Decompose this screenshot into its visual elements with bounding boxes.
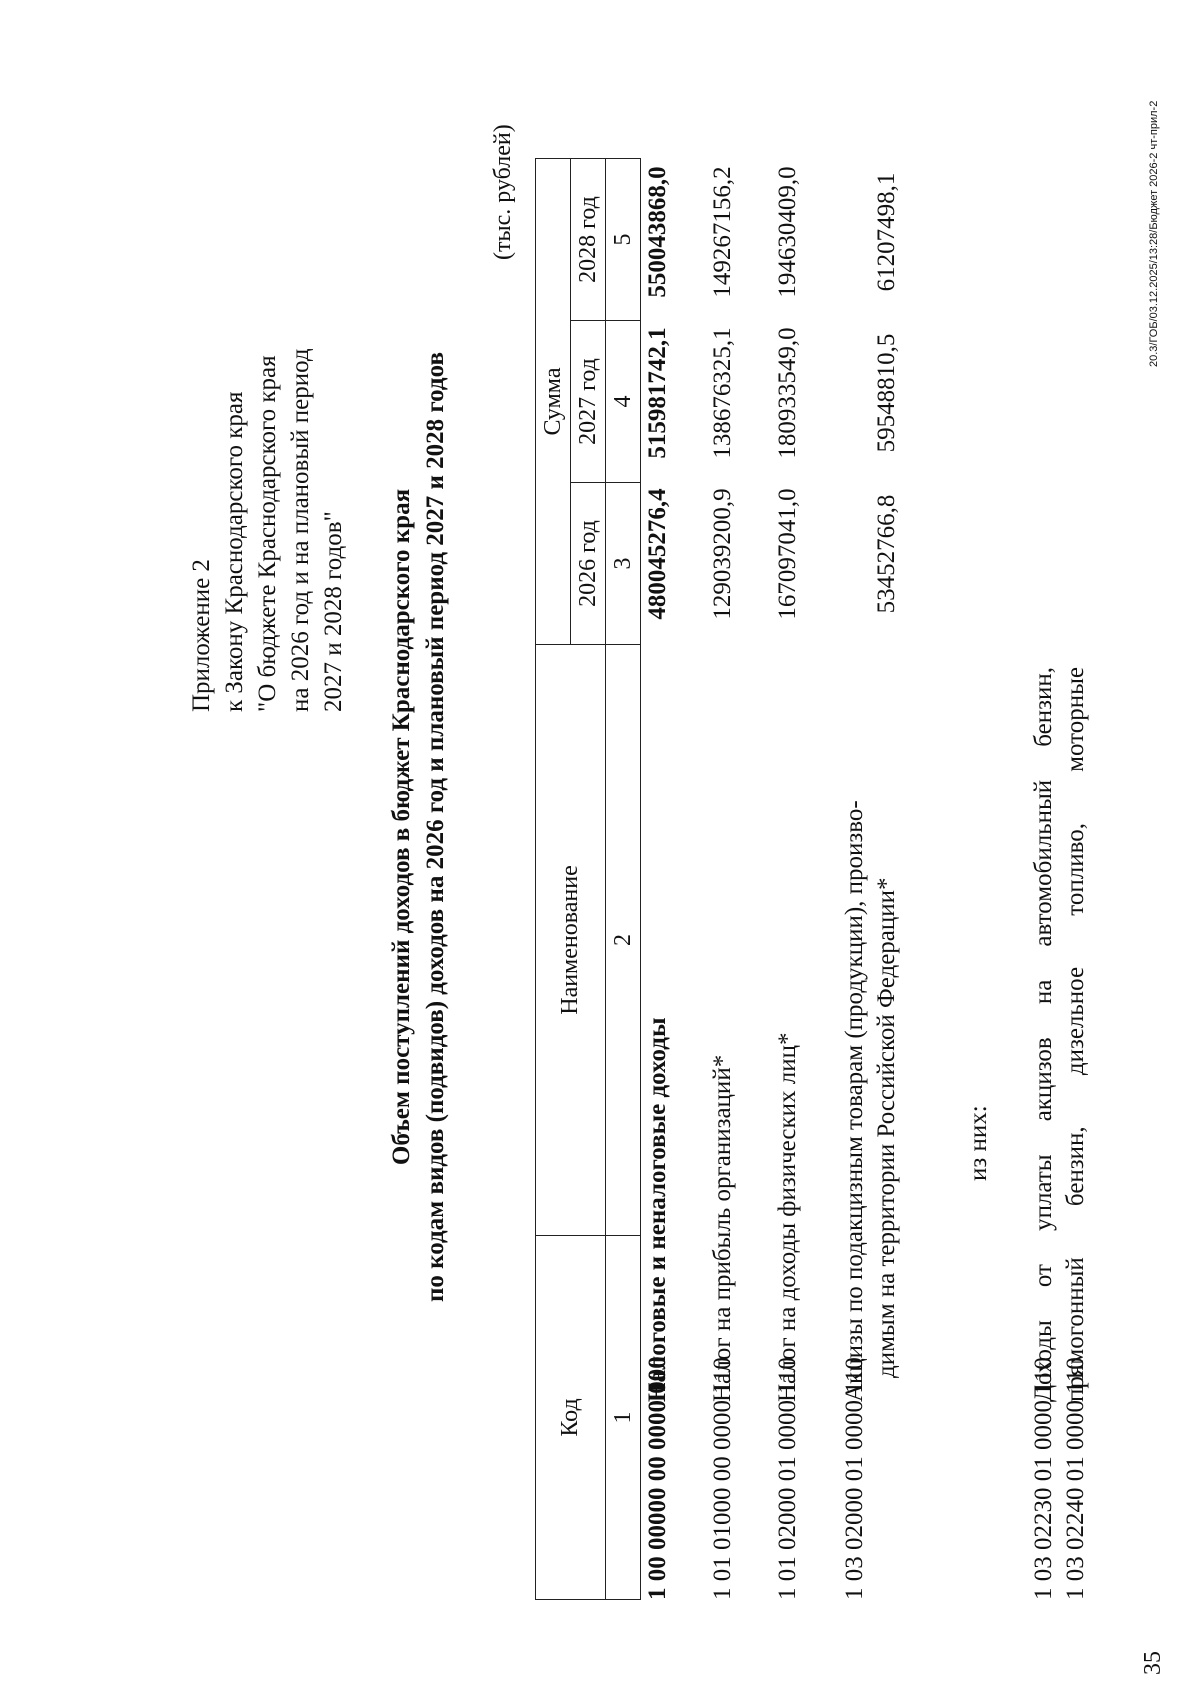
row-name-continued: прямогонный бензин, дизельное топливо, моторные bbox=[1062, 667, 1089, 1402]
header-name: Наименование bbox=[536, 645, 606, 1236]
appendix-note bbox=[185, 348, 350, 712]
column-number: 2 bbox=[606, 645, 641, 1236]
row-value-2026: 480045276,4 bbox=[644, 488, 671, 620]
title-line: Объем поступлений доходов в бюджет Краснодарского края bbox=[388, 488, 415, 1166]
row-value-2027: 59548810,5 bbox=[873, 333, 900, 453]
appendix-line: на 2026 год и на плановый период bbox=[287, 348, 314, 712]
row-value-2028: 194630409,0 bbox=[774, 166, 801, 298]
row-code: 1 03 02230 01 0000 110 bbox=[1030, 1357, 1057, 1600]
row-value-2027: 515981742,1 bbox=[644, 327, 671, 459]
column-number: 3 bbox=[606, 483, 641, 645]
row-code: 1 01 01000 00 0000 110 bbox=[709, 1357, 736, 1600]
row-code: 1 01 02000 01 0000 110 bbox=[774, 1357, 801, 1600]
row-value-2028: 550043868,0 bbox=[644, 166, 671, 298]
column-number: 4 bbox=[606, 321, 641, 483]
appendix-line: Приложение 2 bbox=[188, 559, 215, 712]
appendix-line: 2027 и 2028 годов" bbox=[320, 511, 347, 712]
document-reference: 20.3/ГОБ/03.12.2025/13:28/Бюджет 2026-2 чт-прил-2 bbox=[1148, 100, 1160, 367]
unit-label: (тыс. рублей) bbox=[490, 124, 516, 260]
row-name-continued: димым на территории Российской Федерации* bbox=[873, 877, 900, 1378]
header-year-2027: 2027 год bbox=[571, 321, 606, 483]
document-title bbox=[385, 247, 453, 1407]
row-code: 1 03 02000 01 0000 110 bbox=[841, 1357, 868, 1600]
row-name: Налог на доходы физических лиц* bbox=[774, 1032, 801, 1402]
row-value-2027: 180933549,0 bbox=[774, 327, 801, 459]
revenue-table-header bbox=[535, 158, 641, 1600]
row-value-2028: 149267156,2 bbox=[709, 166, 736, 298]
row-name: Налоговые и неналоговые доходы bbox=[644, 1017, 671, 1402]
column-number: 5 bbox=[606, 159, 641, 321]
header-year-2028: 2028 год bbox=[571, 159, 606, 321]
row-value-2027: 138676325,1 bbox=[709, 327, 736, 459]
appendix-line: к Закону Краснодарского края bbox=[221, 391, 248, 712]
page-number: 35 bbox=[1140, 1651, 1166, 1675]
row-code: 1 00 00000 00 0000 000 bbox=[644, 1356, 671, 1600]
header-year-2026: 2026 год bbox=[571, 483, 606, 645]
row-name: Налог на прибыль организаций* bbox=[709, 1054, 736, 1402]
row-code: 1 03 02240 01 0000 110 bbox=[1062, 1357, 1089, 1600]
row-value-2026: 129039200,9 bbox=[709, 488, 736, 620]
row-name: Акцизы по подакцизным товарам (продукции), произво- bbox=[841, 800, 868, 1402]
row-value-2026: 167097041,0 bbox=[774, 488, 801, 620]
title-line: по кодам видов (подвидов) доходов на 2026 год и плановый период 2027 и 2028 годов bbox=[422, 352, 449, 1302]
appendix-line: "О бюджете Краснодарского края bbox=[254, 355, 281, 712]
column-number: 1 bbox=[606, 1236, 641, 1600]
header-sum: Сумма bbox=[536, 159, 571, 645]
subheading: из них: bbox=[965, 1105, 992, 1181]
header-code: Код bbox=[536, 1236, 606, 1600]
row-name: Доходы от уплаты акцизов на автомобильный бензин, bbox=[1030, 667, 1057, 1402]
row-value-2026: 53452766,8 bbox=[873, 494, 900, 614]
row-value-2028: 61207498,1 bbox=[873, 172, 900, 292]
